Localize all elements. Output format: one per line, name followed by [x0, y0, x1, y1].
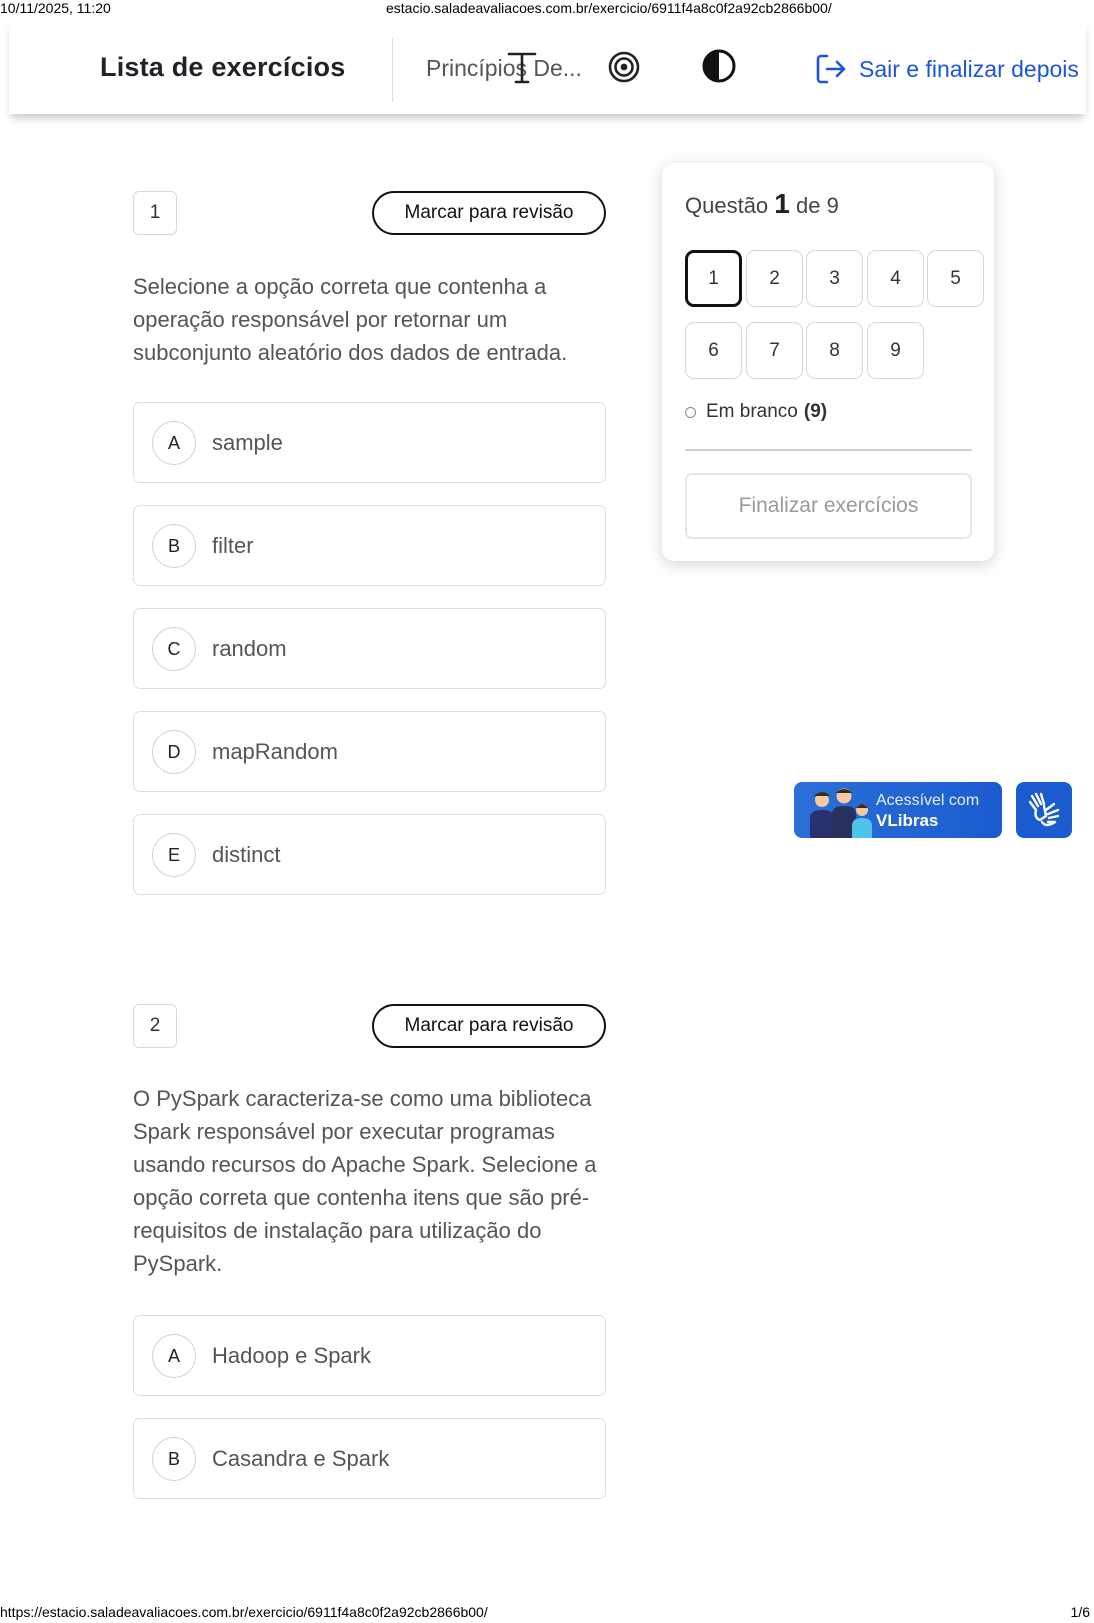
sign-language-hands-icon [1024, 790, 1064, 830]
font-size-icon[interactable] [505, 48, 539, 88]
option-text: filter [212, 532, 254, 558]
target-icon[interactable] [607, 50, 641, 84]
current-question: 1 [774, 188, 790, 219]
option-b[interactable] [133, 505, 606, 586]
contrast-icon[interactable] [701, 48, 737, 84]
option-letter: D [152, 730, 196, 774]
option-letter: B [152, 524, 196, 568]
nav-question-3[interactable]: 3 [806, 250, 863, 307]
option-c[interactable] [133, 608, 606, 689]
vlibras-badge[interactable] [794, 782, 1002, 838]
blank-dot-icon [685, 407, 696, 418]
nav-question-4[interactable]: 4 [867, 250, 924, 307]
print-footer [0, 1604, 1094, 1623]
heading-suffix: de 9 [796, 193, 839, 218]
nav-question-8[interactable]: 8 [806, 322, 863, 379]
option-text: random [212, 635, 287, 661]
blank-label: Em branco [706, 401, 798, 422]
print-datetime: 10/11/2025, 11:20 [0, 0, 111, 16]
mark-review-button[interactable]: Marcar para revisão [372, 1004, 606, 1048]
nav-question-6[interactable]: 6 [685, 322, 742, 379]
option-text: distinct [212, 841, 281, 867]
vlibras-line1: Acessível com [876, 792, 980, 809]
option-a[interactable] [133, 1315, 606, 1396]
question-text: Selecione a opção correta que contenha a operação responsável por retornar um subconjunto aleatório dos dados de entrada. [133, 274, 568, 365]
heading-prefix: Questão [685, 193, 769, 218]
option-d[interactable] [133, 711, 606, 792]
nav-question-2[interactable]: 2 [746, 250, 803, 307]
panel-divider [685, 449, 972, 451]
app-header [9, 22, 1086, 114]
option-text: sample [212, 429, 283, 455]
vlibras-toggle[interactable] [1016, 782, 1072, 838]
vlibras-avatars-icon [802, 784, 882, 838]
option-letter: A [152, 1334, 196, 1378]
option-text: Hadoop e Spark [212, 1342, 371, 1368]
subject-title: Princípios De... [426, 55, 582, 81]
option-text: mapRandom [212, 738, 338, 764]
navigator-heading [685, 188, 839, 220]
option-e[interactable] [133, 814, 606, 895]
option-letter: A [152, 421, 196, 465]
option-letter: B [152, 1437, 196, 1481]
option-text: Casandra e Spark [212, 1445, 390, 1471]
question-navigator [662, 163, 994, 561]
nav-question-7[interactable]: 7 [746, 322, 803, 379]
print-header [0, 0, 1094, 18]
page-title: Lista de exercícios [100, 52, 346, 82]
option-a[interactable] [133, 402, 606, 483]
option-letter: C [152, 627, 196, 671]
blank-count: (9) [803, 401, 828, 422]
question-number: 1 [133, 191, 177, 235]
nav-question-1[interactable]: 1 [685, 250, 742, 307]
exit-link[interactable] [814, 52, 1079, 86]
header-divider [392, 38, 393, 102]
question-number: 2 [133, 1004, 177, 1048]
mark-review-button[interactable]: Marcar para revisão [372, 191, 606, 235]
print-url: estacio.saladeavaliacoes.com.br/exercicio/6911f4a8c0f2a92cb2866b00/ [386, 0, 832, 16]
finish-button[interactable]: Finalizar exercícios [685, 473, 972, 539]
exit-label: Sair e finalizar depois [859, 55, 1079, 82]
print-page-number: 1/6 [1070, 1604, 1090, 1620]
print-footer-url: https://estacio.saladeavaliacoes.com.br/exercicio/6911f4a8c0f2a92cb2866b00/ [0, 1604, 488, 1620]
nav-question-5[interactable]: 5 [927, 250, 984, 307]
option-letter: E [152, 833, 196, 877]
vlibras-line2: VLibras [876, 811, 939, 830]
nav-question-9[interactable]: 9 [867, 322, 924, 379]
question-text: O PySpark caracteriza-se como uma biblioteca Spark responsável por executar programas usando recursos do Apache Spark. Selecione a opção correta que contenha itens que são pré-requisitos de instalação para utilização do PySpark. [133, 1086, 597, 1276]
exit-icon [814, 52, 848, 86]
blank-status [685, 401, 827, 423]
option-b[interactable] [133, 1418, 606, 1499]
